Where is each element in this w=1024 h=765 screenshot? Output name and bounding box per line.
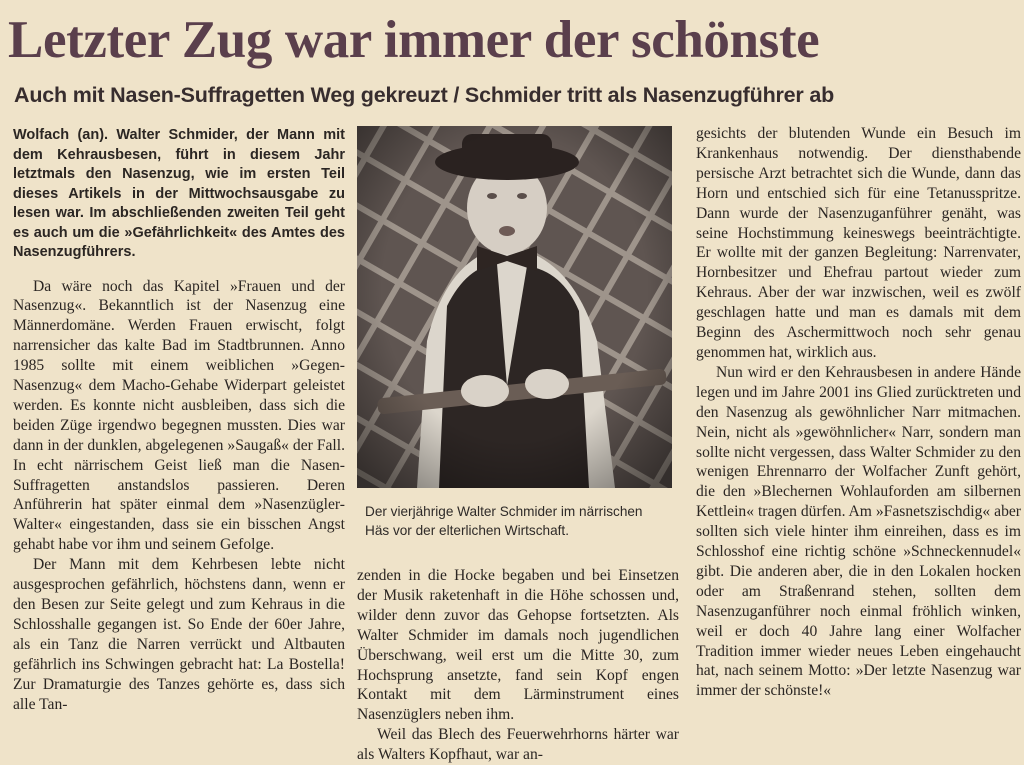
column-2 <box>357 566 679 765</box>
headline: Letzter Zug war immer der schönste <box>8 11 820 69</box>
body-paragraph: Der Mann mit dem Kehrbesen lebte nicht ausgesprochen gefährlich, höchstens dann, wenn er den Besen zur Seite gelegt und zum Kehraus in die Schlosshalle gegangen ist. So Ende der 60er Jahre, als ein Tanz die Narren verrückt und Altbauten gefährlich ins Schwingen gebracht hat: La Bostella! Zur Dramaturgie des Tanzes gehörte es, dass sich alle Tan- <box>13 556 345 713</box>
body-paragraph: zenden in die Hocke begaben und bei Einsetzen der Musik raketenhaft in die Höhe schossen und, wilder denn zuvor das Gehopse fortsetzten. Als Walter Schmider im damals noch jugendlichen Überschwang, weil erst um die Mitte 30, zum Hochsprung ansetzte, fand sein Kopf engen Kontakt mit dem Lärminstrument eines Nasenzüglers neben ihm. <box>357 567 679 724</box>
photo-caption: Der vierjährige Walter Schmider im närrischen Häs vor der elterlichen Wirtschaft. <box>365 504 643 538</box>
subheadline: Auch mit Nasen-Suffragetten Weg gekreuzt / Schmider tritt als Nasenzugführer ab <box>14 83 835 107</box>
body-paragraph: Weil das Blech des Feuerwehrhorns härter war als Walters Kopfhaut, war an- <box>357 726 679 764</box>
column-3 <box>696 124 1021 701</box>
lead-paragraph: Wolfach (an). Walter Schmider, der Mann mit dem Kehrausbesen, führt in diesem Jahr letztmals den Nasenzug, wie im ersten Teil dieses Artikels in der Mittwochsausgabe zu lesen war. Im abschließenden zweiten Teil geht es auch um die »Gefährlichkeit« des Amtes des Nasenzugführers. <box>13 127 345 260</box>
body-paragraph: Da wäre noch das Kapitel »Frauen und der Nasenzug«. Bekanntlich ist der Nasenzug eine Männerdomäne. Werden Frauen erwischt, folgt narrensicher das kalte Bad im Stadtbrunnen. Anno 1985 sollte mit einem weiblichen »Gegen-Nasenzug« dem Macho-Gehabe Widerpart geleistet werden. Es konnte nicht ausbleiben, dass sich die beiden Züge irgendwo begegnen mussten. Dies war dann in der dunklen, abgelegenen »Saugaß« der Fall. In echt närrischem Geist ließ man die Nasen-Suffragetten anstandslos passieren. Deren Anführerin hat später einmal dem »Nasenzügler-Walter« eingestanden, dass sie ein bisschen Angst gehabt habe vor ihm und seinem Gefolge. <box>13 277 345 554</box>
photo-child-in-costume <box>357 126 672 488</box>
column-1 <box>13 126 345 714</box>
body-paragraph: Nun wird er den Kehrausbesen in andere Hände legen und im Jahre 2001 ins Glied zurücktreten und den Nasenzug als gewöhnlicher Narr mitmachen. Nein, nicht als »gewöhnlicher« Narr, sondern man sollte nicht vergessen, dass Walter Schmider zu den wenigen Ehrennarro der Wolfacher Zunft gehört, die den »Blechernen Wohlauforden am silbernen Kettlein« tragen dürfen. Am »Fasnetszischdig« aber sollten sich viele hinter ihm einreihen, dass es im Schlosshof eine richtig schöne »Schneckennudel« gibt. Die anderen aber, die in den Lokalen hocken oder am Straßenrand stehen, sollten dem Nasenzuganführer noch einmal fröhlich winken, weil er doch 40 Jahre lang einer Wolfacher Tradition immer wieder neues Leben eingehaucht hat, nach seinem Motto: »Der letzte Nasenzug war immer der schönste!« <box>696 363 1021 700</box>
body-paragraph: gesichts der blutenden Wunde ein Besuch im Krankenhaus notwendig. Der diensthabende persische Arzt betrachtet sich die Wunde, dann das Horn und entschied sich für eine Tetanusspritze. Dann wurde der Nasenzuganführer genäht, was seine Hochstimmung keineswegs beeinträchtigte. Er wollte mit der ganzen Begleitung: Narrenvater, Hornbesitzer und Ehefrau partout wieder zum Kehraus. Aber der war inzwischen, weil es zwölf geschlagen hatte und man es damals mit dem Beginn des Aschermittwoch noch sehr genau genommen hat, wirklich aus. <box>696 125 1021 361</box>
